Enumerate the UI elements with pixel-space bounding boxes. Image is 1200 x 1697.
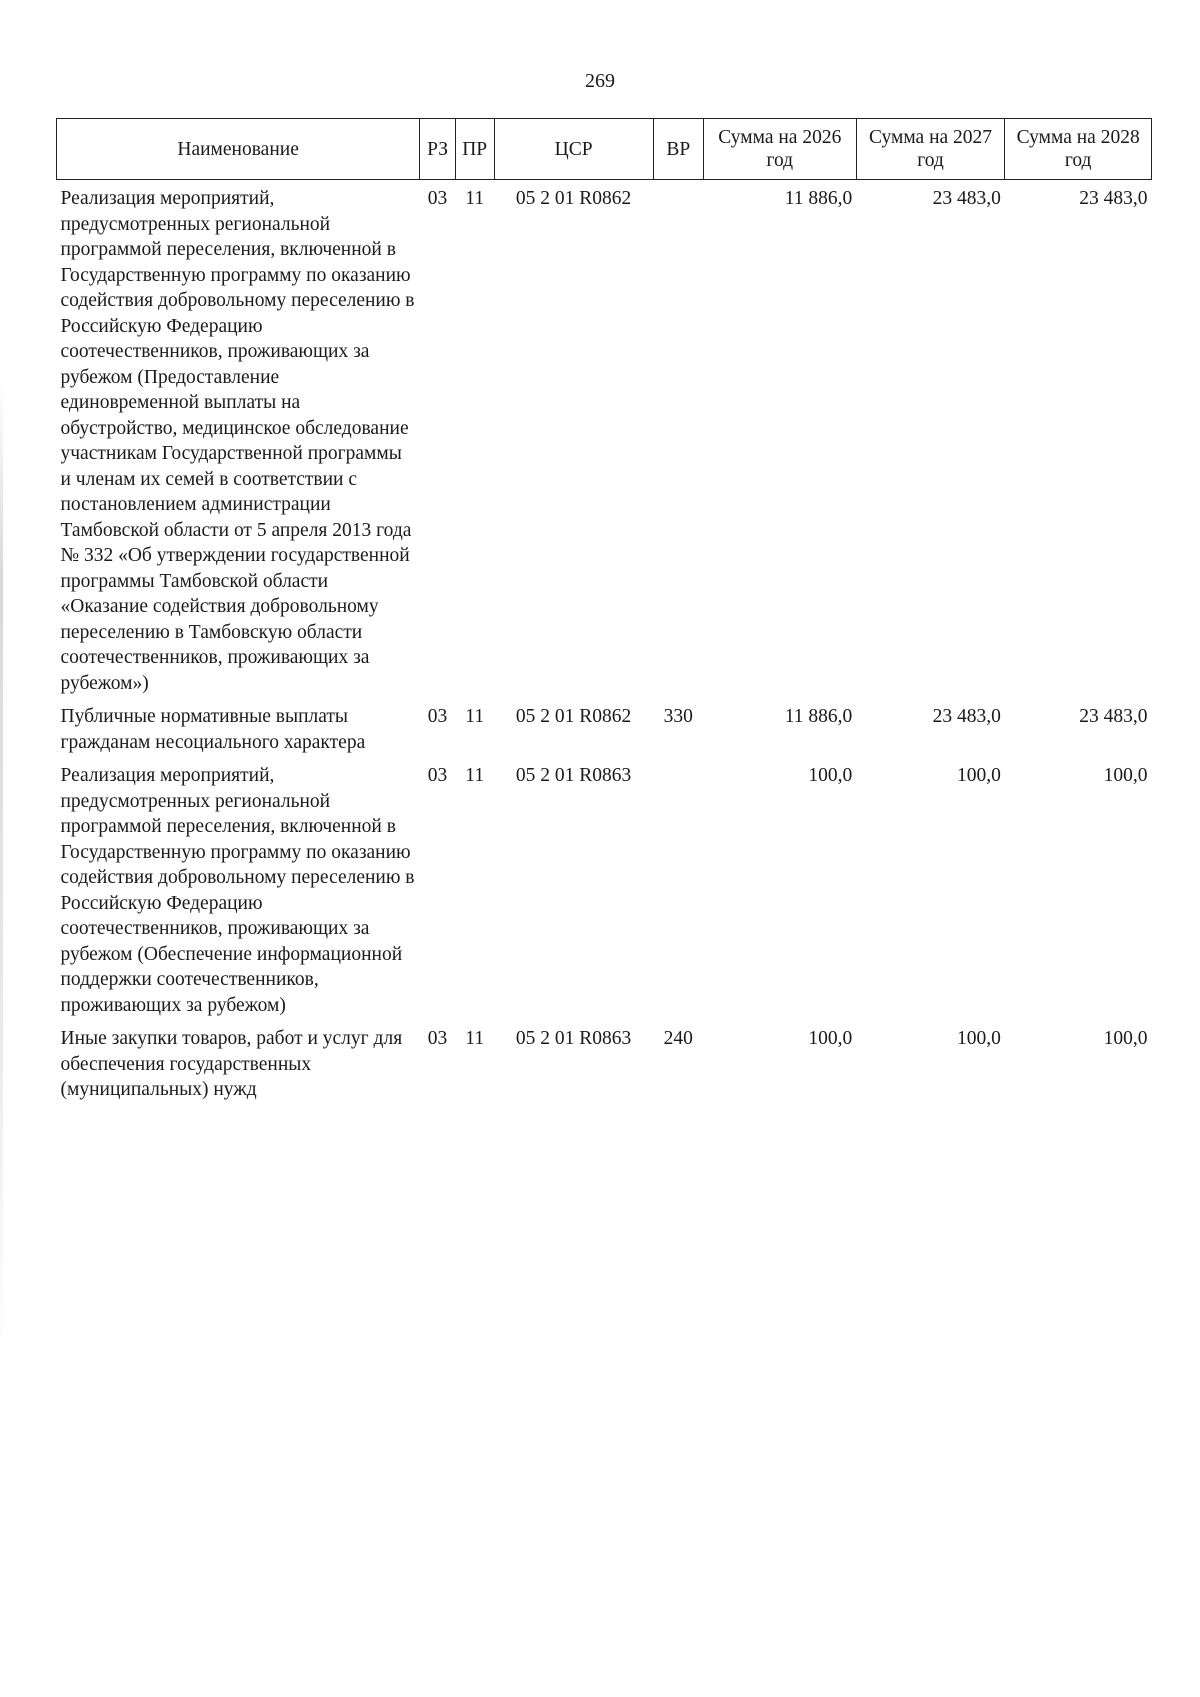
- table-row: [57, 180, 1152, 699]
- row-sum-2026: 100,0: [808, 1028, 853, 1049]
- row-vr: 330: [663, 706, 693, 727]
- row-sum-2026: 11 886,0: [784, 188, 853, 209]
- row-name: Реализация мероприятий, предусмотренных региональной программой переселения, включенной в Государственную программу по оказанию содействия добровольному переселению в Российскую Федерацию соотечественников, проживающих за рубежом (Обеспечение информационной поддержки соотечественников, проживающих за рубежом): [60, 765, 415, 1016]
- table-row: [57, 698, 1152, 757]
- header-rz: РЗ: [420, 119, 456, 180]
- row-rz: 03: [427, 1028, 448, 1049]
- row-name: Публичные нормативные выплаты гражданам несоциального характера: [60, 706, 366, 753]
- row-vr: [653, 180, 703, 699]
- row-sum-2027: 23 483,0: [932, 188, 1001, 209]
- header-csr: ЦСР: [494, 119, 653, 180]
- header-name: Наименование: [57, 119, 420, 180]
- row-pr: 11: [465, 1028, 485, 1049]
- table-row: [57, 1020, 1152, 1105]
- row-sum-2026: 11 886,0: [784, 706, 853, 727]
- scan-edge-shadow: [0, 380, 3, 1360]
- page-number: 269: [585, 70, 615, 92]
- row-csr: 05 2 01 R0863: [515, 1028, 632, 1049]
- row-sum-2027: 100,0: [956, 765, 1001, 786]
- row-sum-2028: 100,0: [1103, 765, 1148, 786]
- row-sum-2028: 23 483,0: [1079, 188, 1148, 209]
- row-pr: 11: [465, 765, 485, 786]
- header-vr: ВР: [653, 119, 703, 180]
- row-sum-2028: 23 483,0: [1079, 706, 1148, 727]
- row-pr: 11: [465, 706, 485, 727]
- row-vr: [653, 757, 703, 1020]
- row-sum-2027: 23 483,0: [932, 706, 1001, 727]
- header-sum-2028: Сумма на 2028 год: [1005, 119, 1152, 180]
- row-rz: 03: [427, 706, 448, 727]
- row-sum-2028: 100,0: [1103, 1028, 1148, 1049]
- row-vr: 240: [663, 1028, 693, 1049]
- header-sum-2026: Сумма на 2026 год: [703, 119, 856, 180]
- header-pr: ПР: [455, 119, 494, 180]
- row-csr: 05 2 01 R0862: [515, 706, 632, 727]
- table-header-row: [57, 119, 1152, 180]
- row-rz: 03: [427, 188, 448, 209]
- header-sum-2027: Сумма на 2027 год: [856, 119, 1005, 180]
- row-csr: 05 2 01 R0863: [515, 765, 632, 786]
- row-csr: 05 2 01 R0862: [515, 188, 632, 209]
- table-row: [57, 757, 1152, 1020]
- budget-table: [56, 118, 1152, 1105]
- row-sum-2026: 100,0: [808, 765, 853, 786]
- row-rz: 03: [427, 765, 448, 786]
- row-pr: 11: [465, 188, 485, 209]
- row-name: Иные закупки товаров, работ и услуг для обеспечения государственных (муниципальных) нужд: [60, 1028, 403, 1100]
- row-sum-2027: 100,0: [956, 1028, 1001, 1049]
- row-name: Реализация мероприятий, предусмотренных региональной программой переселения, включенной в Государственную программу по оказанию содействия добровольному переселению в Российскую Федерацию соотечественников, проживающих за рубежом (Предоставление единовременной выплаты на обустройство, медицинское обследование участникам Государственной программы и членам их семей в соответствии с постановлением администрации Тамбовской области от 5 апреля 2013 года № 332 «Об утверждении государственной программы Тамбовской области «Оказание содействия добровольному переселению в Тамбовскую области соотечественников, проживающих за рубежом»): [60, 188, 415, 694]
